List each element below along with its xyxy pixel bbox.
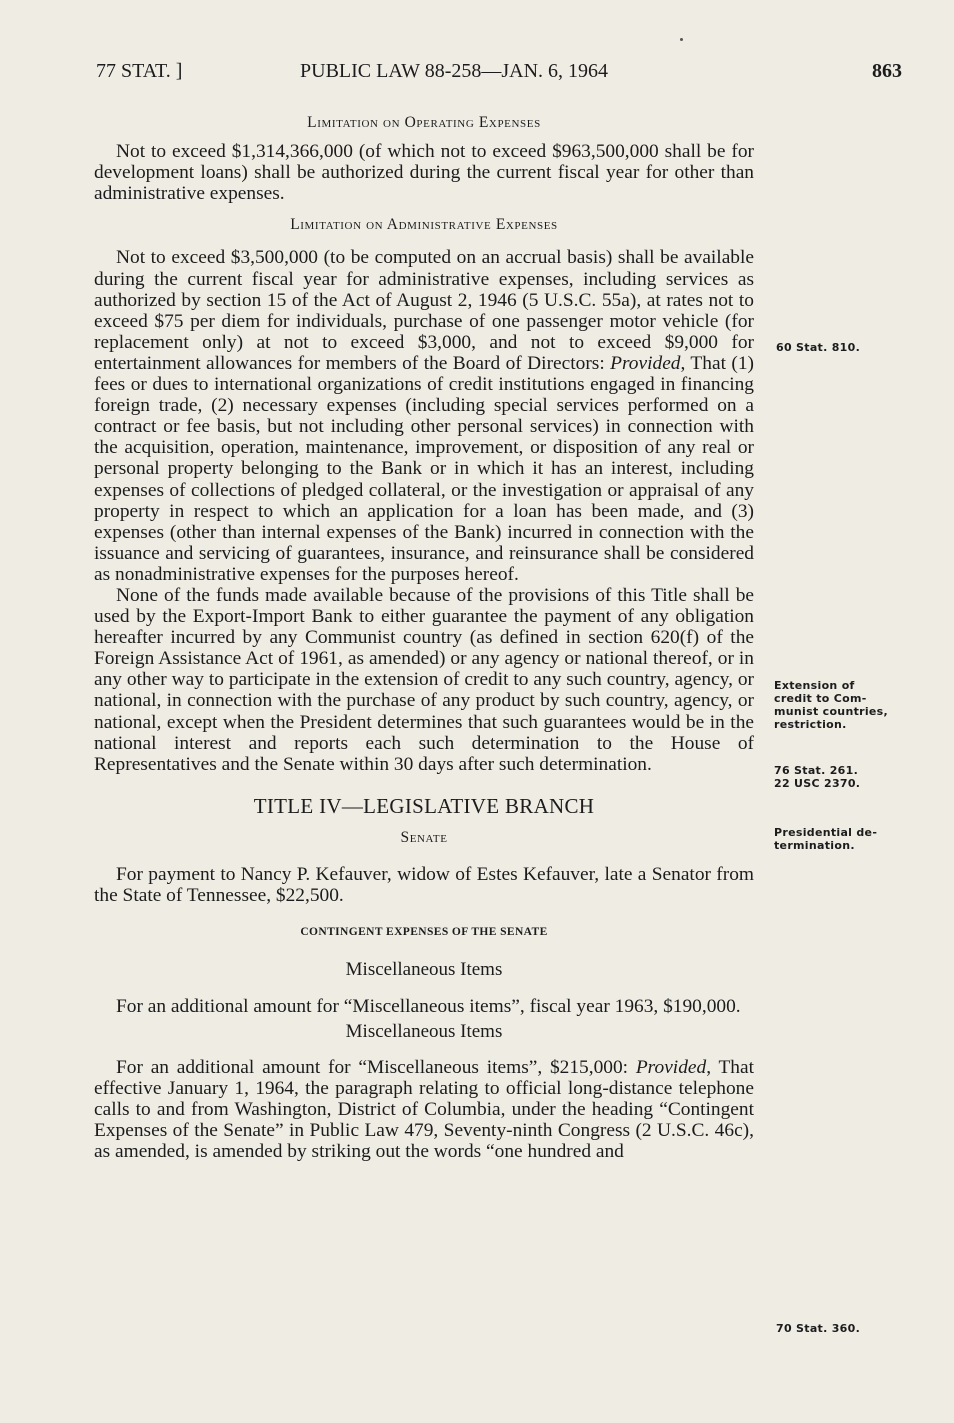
page-body (94, 108, 754, 1162)
senate-heading: Senate (400, 828, 448, 846)
margin-extension-line-1: Extension of (774, 679, 855, 692)
limitation-admin-text-2: , That (1) fees or dues to international organizations of credit institutions engaged in financing foreign trade, (2) necessary expenses (including special services performed on a contract or fee basis, but not including other personal services) in connection with the acquisition, operation, maintenance, improvement, or disposition of any real or personal property belonging to the Bank or in which it has an interest, including expenses of collections of pledged collateral, or the investigation or appraisal of any property in respect to which an application for a loan has been made, and (3) expenses (other than internal expenses of the Bank) incurred in connection with the issuance and servicing of guarantees, insurance, and reinsurance shall be considered as nonadministrative expenses for the purposes hereof. (94, 352, 754, 585)
margin-note-76-stat (774, 764, 860, 790)
limitation-admin-heading: Limitation on Administrative Expenses (290, 216, 558, 234)
misc-text-2a: For an additional amount for “Miscellaneous items”, $215,000: (116, 1056, 636, 1078)
margin-presidential-line-2: termination. (774, 839, 855, 852)
page-header (96, 60, 902, 88)
communist-restriction-paragraph: None of the funds made available because of the provisions of this Title shall be used by the Export-Import Bank to either guarantee the payment of any obligation hereafter incurred by any Communist country (as defined in section 620(f) of the Foreign Assistance Act of 1961, as amended) or any agency or national thereof, or in any other way to participate in the extension of credit to any such country, agency, or national, in connection with the purchase of any product by such country, agency, or national, except when the President determines that such guarantees would be in the national interest and reports each such determination to the House of Representatives and the Senate within 30 days after such determination. (94, 584, 754, 775)
misc-items-paragraph-2 (94, 1057, 754, 1162)
margin-extension-line-4: restriction. (774, 718, 847, 731)
margin-22-usc-line: 22 USC 2370. (774, 777, 861, 790)
margin-76-stat-line: 76 Stat. 261. (774, 764, 859, 777)
limitation-operating-paragraph: Not to exceed $1,314,366,000 (of which not to exceed $963,500,000 shall be for development loans) shall be authorized during the current fiscal year for other than administrative expenses. (94, 141, 754, 205)
contingent-expenses-heading: CONTINGENT EXPENSES OF THE SENATE (300, 926, 548, 939)
margin-note-extension (774, 679, 888, 731)
margin-presidential-line-1: Presidential de- (774, 826, 878, 839)
page-number: 863 (872, 60, 902, 82)
margin-note-presidential (774, 826, 877, 852)
margin-note-70-stat: 70 Stat. 360. (776, 1322, 861, 1335)
misc-items-heading-1: Miscellaneous Items (345, 959, 503, 981)
kefauver-paragraph: For payment to Nancy P. Kefauver, widow of Estes Kefauver, late a Senator from the State of Tennessee, $22,500. (94, 864, 754, 907)
margin-note-60-stat: 60 Stat. 810. (776, 341, 861, 354)
provided-italic-2: Provided (635, 1056, 707, 1078)
limitation-admin-text-1: Not to exceed $3,500,000 (to be computed on an accrual basis) shall be available during the current fiscal year for administrative expenses, including services as authorized by section 15 of the Act of August 2, 1946 (5 U.S.C. 55a), at rates not to exceed $75 per diem for individuals, purchase of one passenger motor vehicle (for replacement only) at not to exceed $3,000, and not to exceed $9,000 for entertainment allowances for members of the Board of Directors: (94, 247, 754, 374)
margin-extension-line-2: credit to Com- (774, 692, 867, 705)
volume-reference: 77 STAT. ] (96, 60, 183, 82)
limitation-admin-paragraph (94, 247, 754, 585)
misc-items-paragraph-1: For an additional amount for “Miscellaneous items”, fiscal year 1963, $190,000. (116, 996, 741, 1018)
title-iv-heading: TITLE IV—LEGISLATIVE BRANCH (253, 793, 595, 818)
provided-italic-1: Provided (610, 352, 681, 374)
margin-extension-line-3: munist countries, (774, 705, 889, 718)
print-speck (680, 38, 683, 41)
misc-text-2b: , That effective January 1, 1964, the paragraph relating to official long-distance telephone calls to and from Washington, District of Columbia, under the heading “Contingent Expenses of the Senate” in Public Law 479, Seventy-ninth Congress (2 U.S.C. 46c), as amended, is amended by striking out the words “one hundred and (94, 1056, 754, 1162)
law-title: PUBLIC LAW 88-258—JAN. 6, 1964 (300, 60, 609, 82)
misc-items-heading-2: Miscellaneous Items (345, 1021, 503, 1043)
limitation-operating-heading: Limitation on Operating Expenses (307, 114, 541, 131)
